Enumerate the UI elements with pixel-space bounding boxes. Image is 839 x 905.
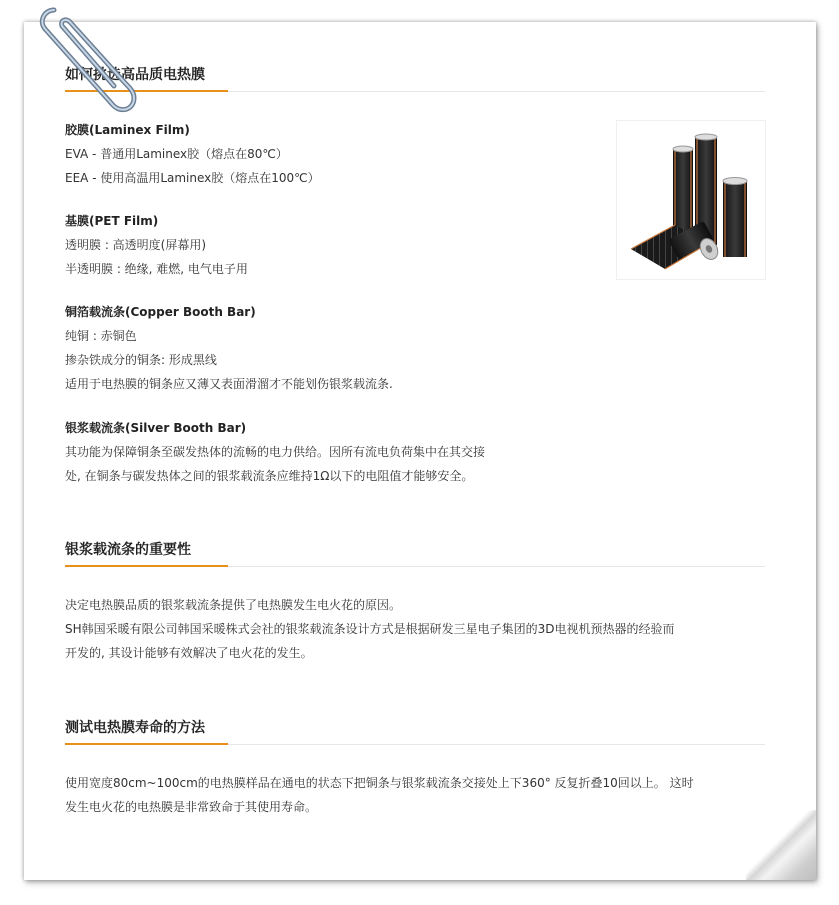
heating-film-rolls-image	[616, 120, 766, 280]
section-title: 如何挑选高品质电热膜	[65, 67, 205, 83]
block-title: 胶膜(Laminex Film)	[65, 123, 190, 137]
block-title: 铜箔载流条(Copper Booth Bar)	[65, 305, 256, 319]
page-curl	[746, 810, 816, 880]
text-line: 半透明膜 : 绝缘, 难燃, 电气电子用	[65, 262, 248, 276]
text-line: EVA - 普通用Laminex胶（熔点在80℃）	[65, 147, 288, 161]
block-lifespan-text	[65, 771, 765, 819]
section-lifespan-test	[65, 717, 765, 745]
section-title: 银浆载流条的重要性	[65, 542, 191, 558]
section-title: 测试电热膜寿命的方法	[65, 720, 205, 736]
text-line: EEA - 使用高温用Laminex胶（熔点在100℃）	[65, 171, 320, 185]
text-line: 使用宽度80cm~100cm的电热膜样品在通电的状态下把铜条与银浆载流条交接处上下360° 反复折叠10回以上。 这时	[65, 776, 694, 790]
text-line: SH韩国采暖有限公司韩国采暖株式会社的银浆载流条设计方式是根据研发三星电子集团的3D电视机预热器的经验而	[65, 622, 675, 636]
section-divider	[65, 90, 765, 92]
text-line: 处, 在铜条与碳发热体之间的银浆载流条应维持1Ω以下的电阻值才能够安全。	[65, 469, 474, 483]
text-line: 透明膜 : 高透明度(屏幕用)	[65, 238, 207, 252]
block-copper-bar	[65, 301, 765, 396]
block-title: 银浆载流条(Silver Booth Bar)	[65, 421, 247, 435]
block-importance-text	[65, 593, 765, 665]
text-line: 开发的, 其设计能够有效解决了电火花的发生。	[65, 646, 313, 660]
section-divider	[65, 743, 765, 745]
section-silver-importance	[65, 539, 765, 567]
block-title: 基膜(PET Film)	[65, 214, 159, 228]
text-line: 适用于电热膜的铜条应又薄又表面滑溜才不能划伤银浆载流条.	[65, 377, 393, 391]
text-line: 发生电火花的电热膜是非常致命于其使用寿命。	[65, 800, 318, 814]
text-line: 纯铜 : 赤铜色	[65, 329, 137, 343]
section-divider	[65, 565, 765, 567]
section-how-to-choose	[65, 64, 765, 92]
paperclip-icon	[34, 0, 144, 120]
text-line: 掺杂铁成分的铜条: 形成黑线	[65, 353, 217, 367]
text-line: 决定电热膜品质的银浆载流条提供了电热膜发生电火花的原因。	[65, 598, 402, 612]
block-silver-bar	[65, 417, 765, 488]
text-line: 其功能为保障铜条至碳发热体的流畅的电力供给。因所有流电负荷集中在其交接	[65, 445, 486, 459]
